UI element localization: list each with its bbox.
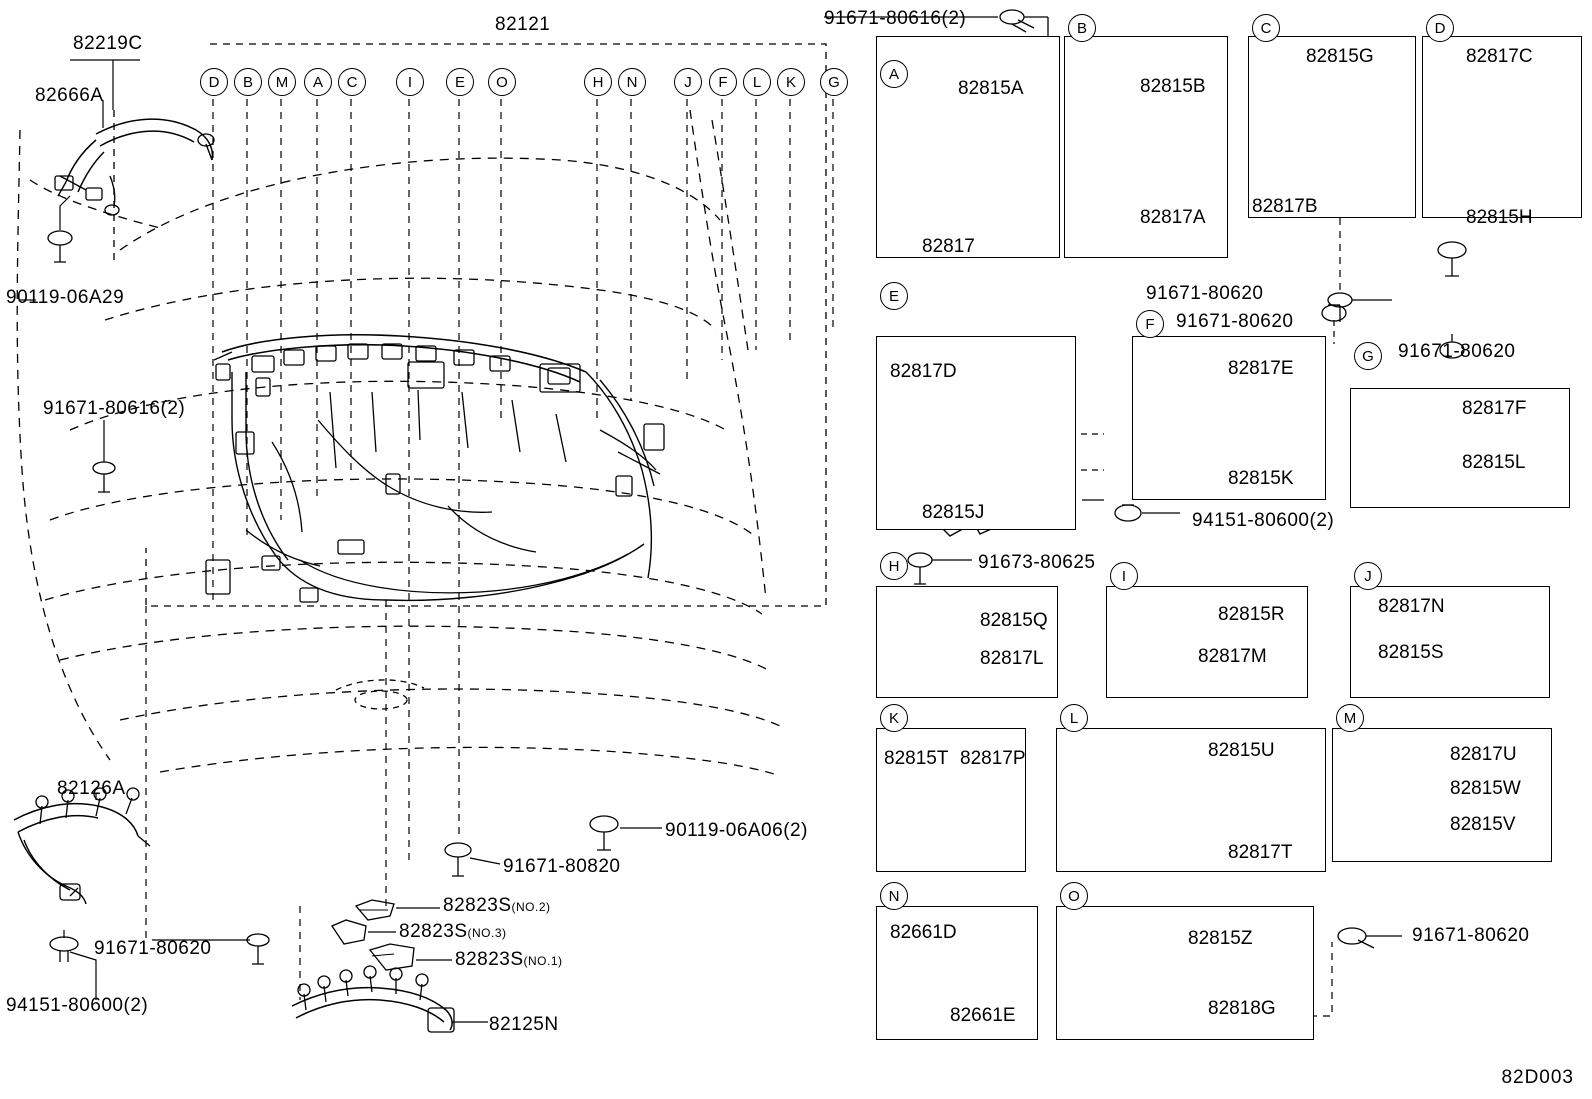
label-91671-80620-left: 91671-80620 — [94, 938, 212, 959]
part-82815H: 82815H — [1466, 207, 1533, 228]
fastener-91673-80625: 91673-80625 — [978, 552, 1096, 573]
panel-badge-I[interactable]: I — [1110, 562, 1138, 590]
callout-O[interactable]: O — [488, 68, 516, 96]
part-82815T: 82815T — [884, 748, 949, 769]
label-91671-80820: 91671-80820 — [503, 856, 621, 877]
label-82823S-no2: 82823S(NO.2) — [443, 895, 551, 916]
callout-N[interactable]: N — [618, 68, 646, 96]
part-82817P: 82817P — [960, 748, 1026, 769]
callout-L[interactable]: L — [743, 68, 771, 96]
panel-badge-D[interactable]: D — [1426, 14, 1454, 42]
part-82817: 82817 — [922, 236, 975, 257]
part-82661D: 82661D — [890, 922, 957, 943]
part-82817L: 82817L — [980, 648, 1044, 669]
label-90119-06A06: 90119-06A06(2) — [665, 820, 808, 841]
panel-I — [1106, 586, 1308, 698]
part-82817A: 82817A — [1140, 207, 1206, 228]
part-82817E: 82817E — [1228, 358, 1294, 379]
callout-H[interactable]: H — [584, 68, 612, 96]
panel-badge-J[interactable]: J — [1354, 562, 1382, 590]
part-82817F: 82817F — [1462, 398, 1527, 419]
part-82815G: 82815G — [1306, 46, 1374, 67]
panel-badge-M[interactable]: M — [1336, 704, 1364, 732]
label-82823S-no1: 82823S(NO.1) — [455, 949, 563, 970]
callout-F[interactable]: F — [709, 68, 737, 96]
label-82666A: 82666A — [35, 85, 104, 106]
panel-H — [876, 586, 1058, 698]
label-90119-06A29: 90119-06A29 — [6, 287, 125, 308]
part-82817U: 82817U — [1450, 744, 1517, 765]
part-82815S: 82815S — [1378, 642, 1444, 663]
part-82815R: 82815R — [1218, 604, 1285, 625]
part-82815L: 82815L — [1462, 452, 1526, 473]
panel-badge-H[interactable]: H — [880, 552, 908, 580]
callout-D[interactable]: D — [200, 68, 228, 96]
panel-G — [1350, 388, 1570, 508]
part-82817N: 82817N — [1378, 596, 1445, 617]
callout-I[interactable]: I — [396, 68, 424, 96]
part-82817M: 82817M — [1198, 646, 1267, 667]
suffix-no2: (NO.2) — [511, 900, 551, 914]
part-82817B: 82817B — [1252, 196, 1318, 217]
callout-B[interactable]: B — [234, 68, 262, 96]
suffix-no1: (NO.1) — [523, 954, 563, 968]
panel-badge-G[interactable]: G — [1354, 342, 1382, 370]
part-82815K: 82815K — [1228, 468, 1294, 489]
panel-badge-N[interactable]: N — [880, 882, 908, 910]
panel-badge-O[interactable]: O — [1060, 882, 1088, 910]
label-82125N: 82125N — [489, 1014, 559, 1035]
label-91671-80616: 91671-80616(2) — [43, 398, 186, 419]
suffix-no3: (NO.3) — [467, 926, 507, 940]
part-82815W: 82815W — [1450, 778, 1521, 799]
part-82815J: 82815J — [922, 502, 985, 523]
part-82815A: 82815A — [958, 78, 1024, 99]
part-82818G: 82818G — [1208, 998, 1276, 1019]
part-82815Z: 82815Z — [1188, 928, 1253, 949]
panel-badge-E[interactable]: E — [880, 282, 908, 310]
panel-badge-L[interactable]: L — [1060, 704, 1088, 732]
fastener-91671-80620-o: 91671-80620 — [1412, 925, 1530, 946]
callout-E[interactable]: E — [446, 68, 474, 96]
part-82661E: 82661E — [950, 1005, 1016, 1026]
label-94151-80600: 94151-80600(2) — [6, 995, 149, 1016]
part-82815V: 82815V — [1450, 814, 1516, 835]
part-82815U: 82815U — [1208, 740, 1275, 761]
fastener-91671-80616: 91671-80616(2) — [824, 8, 967, 29]
fastener-91671-80620-f: 91671-80620 — [1176, 311, 1294, 332]
callout-J[interactable]: J — [674, 68, 702, 96]
callout-G[interactable]: G — [820, 68, 848, 96]
fastener-94151-80600: 94151-80600(2) — [1192, 510, 1335, 531]
part-82817T: 82817T — [1228, 842, 1293, 863]
panel-badge-F[interactable]: F — [1136, 310, 1164, 338]
panel-badge-C[interactable]: C — [1252, 14, 1280, 42]
part-82815Q: 82815Q — [980, 610, 1048, 631]
callout-M[interactable]: M — [268, 68, 296, 96]
part-82817C: 82817C — [1466, 46, 1533, 67]
label-82126A: 82126A — [57, 778, 126, 799]
callout-C[interactable]: C — [338, 68, 366, 96]
panel-badge-K[interactable]: K — [880, 704, 908, 732]
label-82823S-no3: 82823S(NO.3) — [399, 921, 507, 942]
panel-badge-B[interactable]: B — [1068, 14, 1096, 42]
fastener-91671-80620-g: 91671-80620 — [1398, 341, 1516, 362]
label-82121: 82121 — [495, 14, 551, 35]
figure-number: 82D003 — [1501, 1067, 1574, 1088]
callout-A[interactable]: A — [304, 68, 332, 96]
part-82815B: 82815B — [1140, 76, 1206, 97]
part-82817D: 82817D — [890, 361, 957, 382]
fastener-91671-80620-e: 91671-80620 — [1146, 283, 1264, 304]
label-82219C: 82219C — [73, 33, 143, 54]
callout-K[interactable]: K — [777, 68, 805, 96]
panel-badge-A[interactable]: A — [880, 60, 908, 88]
